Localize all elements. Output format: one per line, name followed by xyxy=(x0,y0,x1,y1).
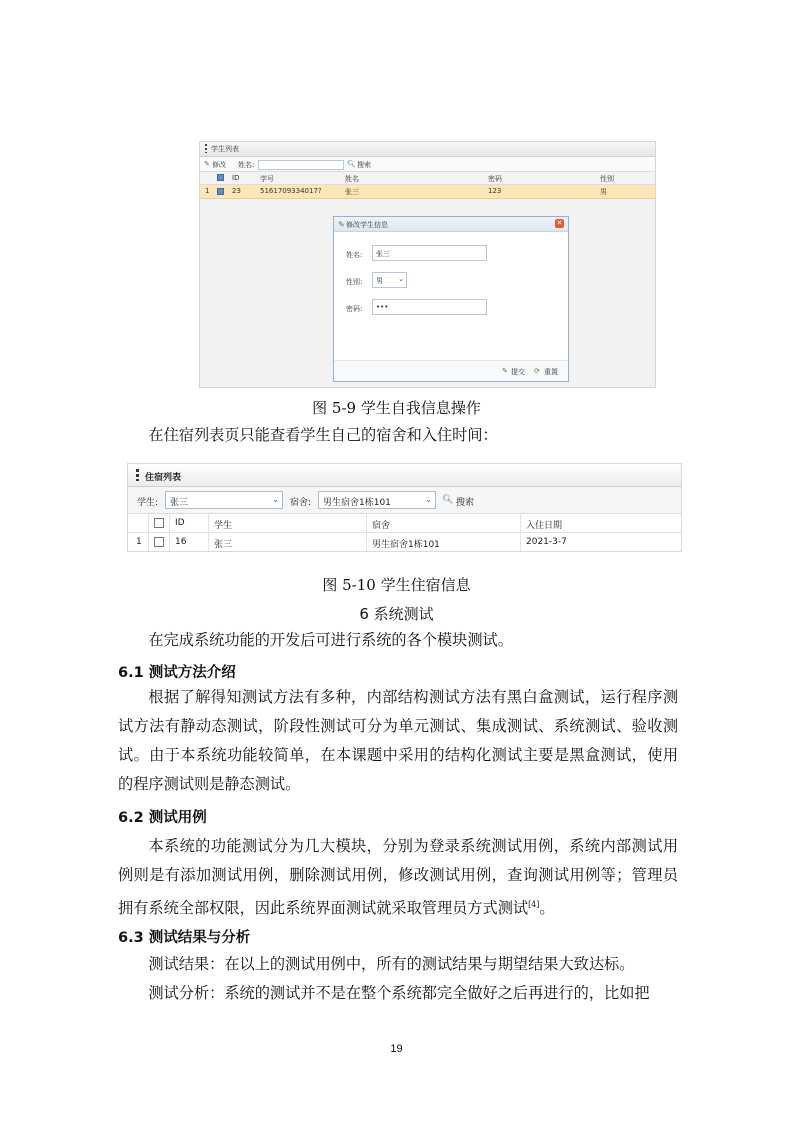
cell-student-no: 5161709334017? xyxy=(260,187,322,195)
col-dorm: 宿舍 xyxy=(372,521,391,531)
cell-id: 23 xyxy=(232,187,241,195)
section-heading: 6.2 测试用例 xyxy=(118,810,207,826)
cell-checkin-date: 2021-3-7 xyxy=(526,537,567,547)
name-search-input[interactable] xyxy=(258,160,344,170)
cell-gender: 男 xyxy=(600,188,607,196)
chevron-down-icon: ⌄ xyxy=(425,495,432,504)
table-row[interactable] xyxy=(200,185,655,199)
toolbar xyxy=(200,157,655,172)
table-header xyxy=(128,514,681,533)
reset-button[interactable]: 重置 xyxy=(544,368,558,376)
dorm-list-screenshot xyxy=(127,463,682,552)
figure-caption: 图 5-9 学生自我信息操作 xyxy=(312,399,481,417)
pencil-icon: ✎ xyxy=(204,160,210,168)
search-button[interactable]: 搜索 xyxy=(357,161,371,169)
drag-handle-icon xyxy=(136,469,139,481)
panel-header xyxy=(128,464,681,487)
student-select[interactable] xyxy=(165,491,283,509)
toolbar xyxy=(128,487,681,514)
cell-id: 16 xyxy=(175,537,187,547)
paragraph xyxy=(118,832,678,923)
column-divider xyxy=(148,514,149,551)
row-checkbox[interactable] xyxy=(217,188,224,195)
dorm-value: 男生宿舍1栋101 xyxy=(323,498,391,508)
paragraph xyxy=(118,626,678,655)
figure-caption: 图 5-10 学生住宿信息 xyxy=(322,576,471,594)
student-list-screenshot xyxy=(199,141,656,388)
student-value: 张三 xyxy=(170,498,189,508)
column-divider xyxy=(366,514,367,551)
dialog-title: 修改学生信息 xyxy=(346,221,388,229)
pencil-icon: ✎ xyxy=(338,220,345,229)
gender-value: 男 xyxy=(376,277,383,285)
panel-title: 学生列表 xyxy=(211,145,239,153)
section-heading: 6.1 测试方法介绍 xyxy=(118,665,236,681)
pencil-icon: ✎ xyxy=(502,367,508,375)
edit-button[interactable]: 修改 xyxy=(212,161,226,169)
dialog-header xyxy=(334,217,568,232)
name-field[interactable] xyxy=(372,245,487,261)
edit-student-dialog xyxy=(333,216,569,382)
section-text-end: 。 xyxy=(539,899,555,918)
name-label: 姓名: xyxy=(346,251,363,259)
search-icon: 🔍︎ xyxy=(347,160,356,168)
search-button[interactable]: 搜索 xyxy=(456,498,475,508)
gender-label: 性别: xyxy=(346,278,363,286)
password-field[interactable] xyxy=(372,299,487,315)
row-index: 1 xyxy=(205,187,210,195)
dorm-label: 宿舍: xyxy=(290,498,312,508)
result-text: 测试结果：在以上的测试用例中，所有的测试结果与期望结果大致达标。 xyxy=(148,955,635,973)
dialog-footer xyxy=(334,360,568,381)
student-label: 学生: xyxy=(137,498,159,508)
cell-password: 123 xyxy=(488,187,502,195)
password-label: 密码: xyxy=(346,305,363,313)
column-divider xyxy=(208,514,209,551)
panel-header xyxy=(200,142,655,157)
section-text: 根据了解得知测试方法有多种，内部结构测试方法有黑白盒测试，运行程序测试方法有静动态测试，阶段性测试可分为单元测试、集成测试、系统测试、验收测试。由于本系统功能较简单，在本课题中采用的结构化测试主要是黑盒测试，使用的程序测试则是静态测试。 xyxy=(118,688,678,793)
col-checkin-date: 入住日期 xyxy=(526,521,563,531)
paragraph xyxy=(118,421,678,450)
chevron-down-icon: ⌄ xyxy=(272,495,279,504)
col-id: ID xyxy=(175,518,185,528)
column-divider xyxy=(520,514,521,551)
analysis-text: 测试分析：系统的测试并不是在整个系统都完全做好之后再进行的，比如把 xyxy=(148,984,650,1002)
col-name: 姓名 xyxy=(345,175,359,183)
table-row[interactable] xyxy=(128,533,681,551)
col-student: 学生 xyxy=(214,521,233,531)
row-checkbox[interactable] xyxy=(154,537,164,547)
close-icon[interactable]: ✕ xyxy=(556,219,563,227)
col-student-no: 学号 xyxy=(260,175,274,183)
section-text xyxy=(118,832,678,923)
paragraph xyxy=(118,950,678,1008)
citation-ref: [4] xyxy=(528,900,540,909)
panel-title: 住宿列表 xyxy=(145,473,182,483)
col-password: 密码 xyxy=(488,175,502,183)
name-label: 姓名: xyxy=(238,161,255,169)
cell-student: 张三 xyxy=(214,540,233,550)
refresh-icon: ⟳ xyxy=(534,367,540,375)
drag-handle-icon xyxy=(205,144,207,153)
section-text-body: 本系统的功能测试分为几大模块，分别为登录系统测试用例，系统内部测试用例则是有添加测试用例，删除测试用例，修改测试用例，查询测试用例等；管理员拥有系统全部权限，因此系统界面测试就采取管理员方式测试 xyxy=(118,837,678,918)
chapter-intro: 在完成系统功能的开发后可进行系统的各个模块测试。 xyxy=(148,631,513,649)
password-value: ••• xyxy=(376,303,389,311)
search-icon: 🔍︎ xyxy=(442,495,454,505)
name-value: 张三 xyxy=(376,250,390,258)
col-id: ID xyxy=(232,174,240,182)
row-index: 1 xyxy=(136,537,142,547)
dorm-select[interactable] xyxy=(318,491,436,509)
page-number: 19 xyxy=(390,1043,403,1055)
chevron-down-icon: ⌄ xyxy=(398,275,404,283)
section-heading: 6.3 测试结果与分析 xyxy=(118,930,251,946)
paragraph xyxy=(118,683,678,799)
submit-button[interactable]: 提交 xyxy=(511,368,525,376)
cell-dorm: 男生宿舍1栋101 xyxy=(372,540,440,550)
table-header xyxy=(200,172,655,185)
chapter-title: 6 系统测试 xyxy=(359,605,434,623)
col-gender: 性别 xyxy=(600,175,614,183)
cell-name: 张三 xyxy=(345,188,359,196)
column-divider xyxy=(169,514,170,551)
gender-select[interactable] xyxy=(372,272,407,288)
select-all-checkbox[interactable] xyxy=(154,518,164,528)
intro-line: 在住宿列表页只能查看学生自己的宿舍和入住时间： xyxy=(148,426,498,444)
select-all-checkbox[interactable] xyxy=(217,174,224,181)
